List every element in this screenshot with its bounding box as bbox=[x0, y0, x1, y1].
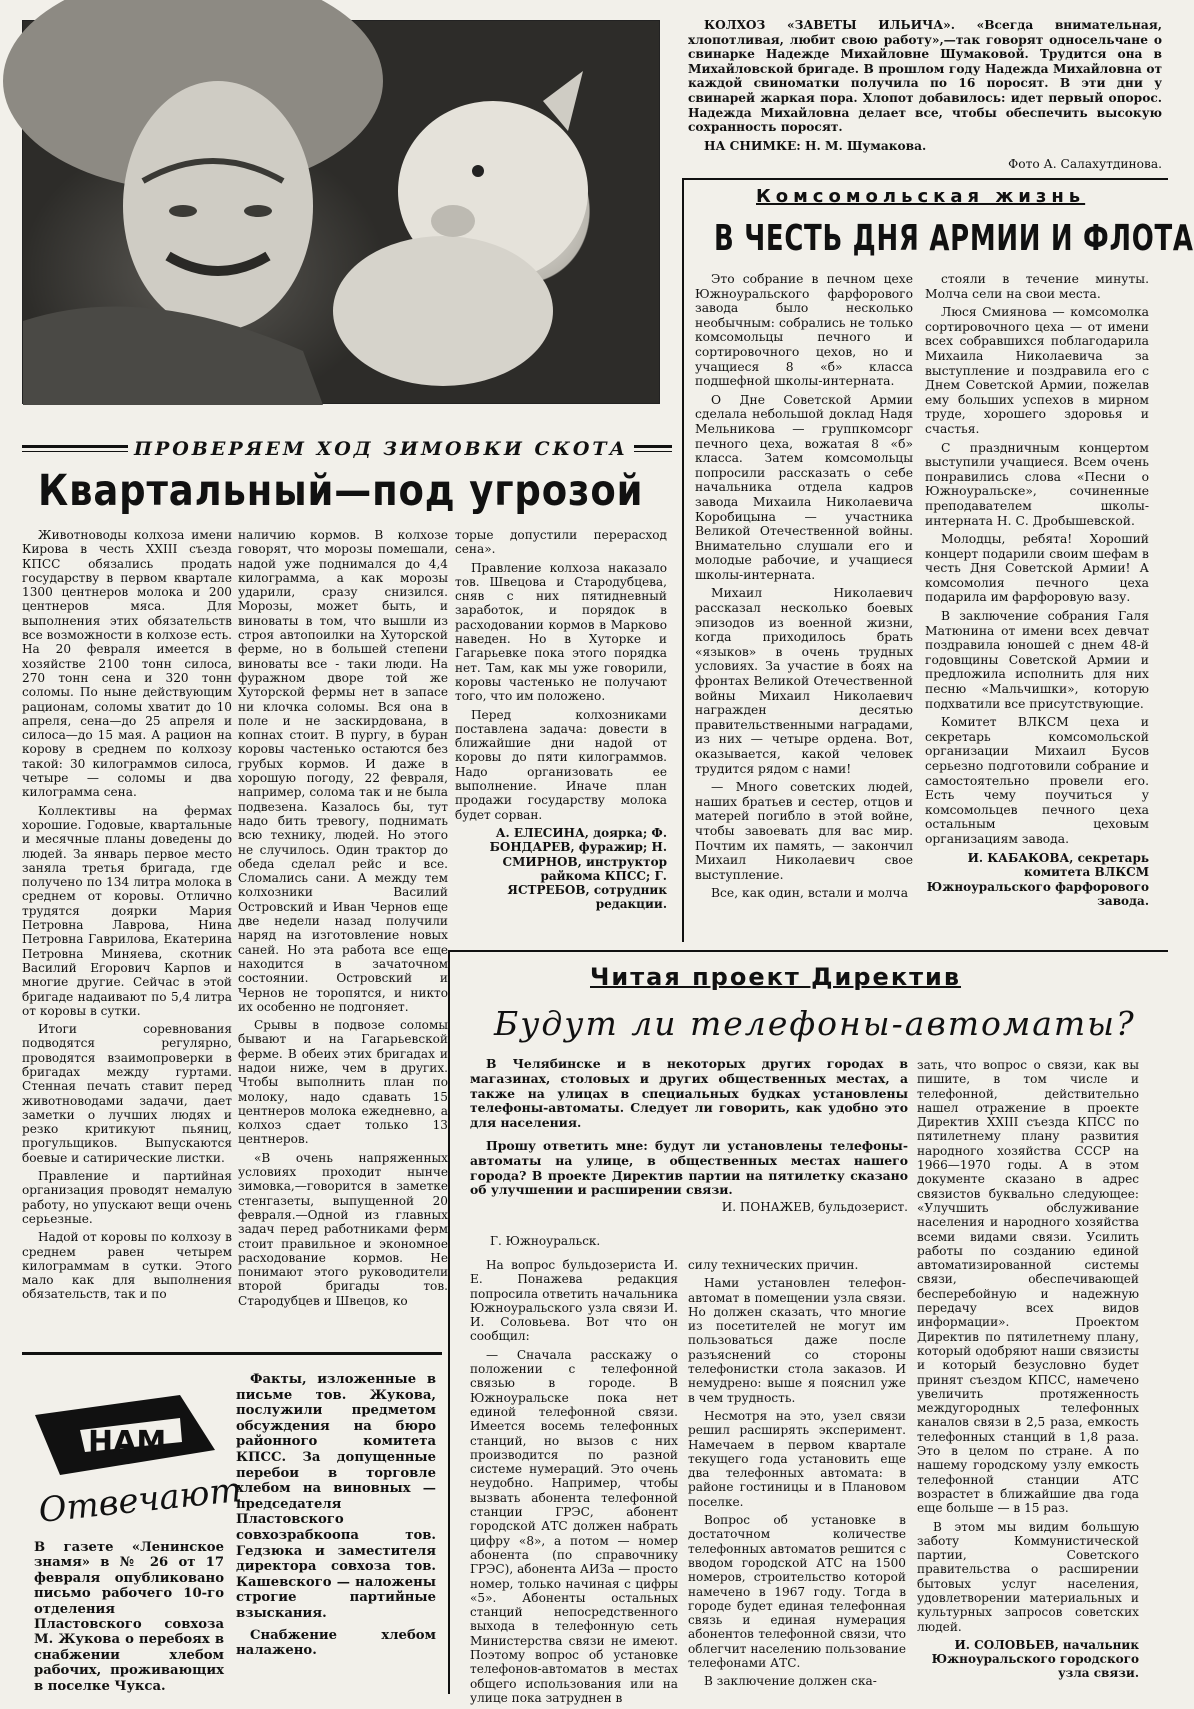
paragraph: наличию кормов. В колхозе говорят, что морозы помешали, надой уже поднимался до 4,4 килограмма, а как морозы ударили, сразу снизился. Морозы, может быть, и виноваты в том, что вышли из строя автопоилки на Хуторской ферме, но в большей степени виноваты все - таки люди. На фуражном дворе той же Хуторской фермы нет в запасе ни клочка соломы. Вся она в поле и не заскирдована, в копнах стоит. В пургу, в буран коровы частенько остаются без грубых кормов. И даже в хорошую погоду, 22 февраля, например, солома так и не была подвезена. Казалось бы, тут надо бить тревогу, поднимать всю технику, людей. Но этого не случилось. Один трактор до обеда сделал рейс и все. Сломались сани. А между тем колхозники Василий Островский и Иван Чернов еще две недели назад получили наряд на изготовление новых саней. Но эта работа все еще находится в зачаточном состоянии. Островский и Чернов не торопятся, и никто их особенно не подгоняет. bbox=[238, 528, 448, 1014]
paragraph: Коллективы на фермах хорошие. Годовые, квартальные и месячные планы доведены до людей. За январь первое место заняла третья бригада, где получено по 134 литра молока в среднем от коровы. Отлично трудятся доярки Мария Петровна Лаврова, Нина Петровна Гаврилова, Екатерина Петровна Миняева, скотник Василий Егорович Карпов и многие другие. Сейчас в этой бригаде надаивают по 5,4 литра от коровы в сутки. bbox=[22, 803, 232, 1018]
lead-paragraph: В Челябинске и в некоторых других городах в магазинах, столовых и других общественных местах, а также на улицах в специальных будках установлены телефоны-автоматы. Следует ли говорить, как удобно это для населения. bbox=[470, 1056, 908, 1131]
photo-caption bbox=[688, 18, 1162, 176]
paragraph: Молодцы, ребята! Хороший концерт подарили своим шефам в честь Дня Советской Армии! А комсомолия печного цеха подарила им фарфоровую вазу. bbox=[925, 532, 1149, 605]
paragraph: Михаил Николаевич рассказал несколько боевых эпизодов из военной жизни, когда приходилось брать «языков» в очень трудных условиях. За участие в боях на фронтах Великой Отечественной войны Михаил Николаевич награжден десятью правительственными наградами, из них — четыре ордена. Вот, оказывается, какой человек трудится рядом с нами! bbox=[695, 586, 913, 776]
paragraph: Животноводы колхоза имени Кирова в честь XXIII съезда КПСС обязались продать государству в первом квартале 1300 центнеров молока и 200 центнеров мяса. Для выполнения этих обязательств все возможности в колхозе есть. На 20 февраля имеется в хозяйстве 2100 тонн силоса, 270 тонн сена и 320 тонн соломы. По ныне действующим рационам, соломы хватит до 10 апреля, сена—до 25 апреля и силоса—до 15 мая. А рацион на корову в среднем по колхозу такой: 30 килограммов силоса, четыре — соломы и два килограмма сена. bbox=[22, 528, 232, 800]
paragraph: Надой от коровы по колхозу в среднем равен четырем килограммам в сутки. Этого мало как для выполнения обязательств, так и по bbox=[22, 1230, 232, 1302]
komsomol-rubric: Комсомольская жизнь bbox=[756, 186, 1086, 207]
question-signature: И. ПОНАЖЕВ, бульдозерист. bbox=[721, 1200, 908, 1214]
livestock-signature: А. ЕЛЕСИНА, доярка; Ф. БОНДАРЕВ, фуражир; Н. СМИРНОВ, инструктор райкома КПСС; Г. ЯСТРЕБОВ, сотрудник редакции. bbox=[489, 825, 667, 912]
paragraph: На вопрос бульдозериста И. Е. Понажева редакция попросила ответить начальника Южноуральского узла связи И. И. Соловьева. Вот что он сообщил: bbox=[470, 1258, 678, 1344]
answer-col2 bbox=[236, 1372, 436, 1659]
paragraph: торые допустили перерасход сена». bbox=[455, 528, 667, 557]
livestock-col1 bbox=[22, 528, 232, 1306]
paragraph: Люся Смиянова — комсомолка сортировочного цеха — от имени всех собравшихся поблагодарила Михаила Николаевича за выступление и поздравила его с Днем Советской Армии, пожелав ему больших успехов в мирном труде, хорошего здоровья и счастья. bbox=[925, 305, 1149, 436]
komsomol-col1 bbox=[695, 272, 913, 905]
paragraph: — Много советских людей, наших братьев и сестер, отцов и матерей погибло в этой войне, чтобы завоевать для вас мир. Почтим их память, — закончил Михаил Николаевич свое выступление. bbox=[695, 780, 913, 882]
paragraph: Снабжение хлебом налажено. bbox=[236, 1627, 436, 1659]
directives-col3 bbox=[917, 1058, 1139, 1685]
paragraph: Несмотря на это, узел связи решил расширять эксперимент. Намечаем в первом квартале текущего года установить еще два телефонных автомата: в районе гостиницы и в Плановом поселке. bbox=[688, 1408, 906, 1509]
livestock-kicker: ПРОВЕРЯЕМ ХОД ЗИМОВКИ СКОТА bbox=[128, 438, 634, 460]
directives-headline: Будут ли телефоны-автоматы? bbox=[494, 1004, 1136, 1043]
directives-rubric: Читая проект Директив bbox=[590, 963, 962, 991]
logo-bottom-text: Отвечают bbox=[36, 1469, 244, 1531]
komsomol-signature: И. КАБАКОВА, секретарь комитета ВЛКСМ Южноуральского фарфорового завода. bbox=[926, 850, 1149, 909]
paragraph: Итоги соревнования подводятся регулярно, проводятся взаимопроверки в бригадах между гуртами. Стенная печать ставит перед животноводами задачи, дает заметки о лучших людях и резко критикуют пьяниц, прогульщиков. Выпускаются боевые и сатирические листки. bbox=[22, 1022, 232, 1165]
paragraph: силу технических причин. bbox=[688, 1258, 859, 1272]
paragraph: Срывы в подвозе соломы бывают и на Гагарьевской ферме. В обеих этих бригадах и надои ниже, чем в других. Чтобы выполнить план по молоку, надо сдавать 15 центнеров молока ежедневно, а колхоз сдает только 13 центнеров. bbox=[238, 1018, 448, 1147]
photo-illustration bbox=[23, 21, 661, 405]
photo-caption-text: КОЛХОЗ «ЗАВЕТЫ ИЛЬИЧА». «Всегда внимательная, хлопотливая, любит свою работу»,—так говорят односельчане о свинарке Надежде Михайловне Шумаковой. Трудится она в Михайловской бригаде. В прошлом году Надежда Михайловна от каждой свиноматки получила по 16 поросят. В эти дни у свинарей жаркая пора. Хлопот добавилось: идет первый опорос. Надежда Михайловна делает все, чтобы обеспечить высокую сохранность поросят. bbox=[688, 18, 1162, 135]
directives-signature: И. СОЛОВЬЕВ, начальник Южноуральского городского узла связи. bbox=[931, 1637, 1139, 1681]
pig-farmer-photo bbox=[22, 20, 660, 404]
logo-top-text: НАМ bbox=[88, 1425, 167, 1460]
question-city: Г. Южноуральск. bbox=[490, 1234, 601, 1248]
directives-lead bbox=[470, 1057, 908, 1202]
divider bbox=[22, 1352, 442, 1355]
paragraph: Нами установлен телефон-автомат в помещении узла связи. Но должен сказать, что многие из посетителей не могут им пользоваться даже после разъяснений со стороны телефонистки стола заказов. И немудрено: выше я пояснил уже в чем трудность. bbox=[688, 1276, 906, 1405]
livestock-headline: Квартальный—под угрозой bbox=[38, 466, 644, 516]
paragraph: Вопрос об установке в достаточном количестве телефонных автоматов решится с вводом городской АТС на 1500 номеров, строительство которой намечено в 1967 году. Тогда в городе будет единая телефонная связь и единая нумерация абонентов телефонной связи, что облегчит населению пользование телефонами АТС. bbox=[688, 1513, 906, 1671]
paragraph: Перед колхозниками поставлена задача: довести в ближайшие дни надой от коровы до пяти килограммов. Надо организовать ее выполнение. Иначе план продажи государству молока будет сорван. bbox=[455, 707, 667, 822]
livestock-col2 bbox=[238, 528, 448, 1312]
paragraph: С праздничным концертом выступили учащиеся. Всем очень понравились слова «Песни о Южноуральске», сочиненные преподавателем школы-интерната Н. С. Дробышевской. bbox=[925, 440, 1149, 528]
paragraph: О Дне Советской Армии сделала небольшой доклад Надя Мельникова — группкомсорг печного цеха, вожатая 8 «б» класса. Затем комсомольцы попросили рассказать о себе начальника отдела кадров завода Михаила Николаевича Коробицына — участника Великой Отечественной войны. Внимательно слушали его и молодые рабочие, и учащиеся школы-интерната. bbox=[695, 392, 913, 582]
paragraph: — Сначала расскажу о положении с телефонной связью в городе. В Южноуральске пока нет единой телефонной связи. Имеется восемь телефонных станций, но вызов с них производится по разной системе нумераций. Это очень неудобно. Например, чтобы вызвать абонента телефонной станции ГРЭС, абонент городской АТС должен набрать цифру «8», а потом — номер абонента (по справочнику ГРЭС), абонента АИЗа — просто номер, только начиная с цифры «5». Абоненты остальных станций непосредственного выхода в телефонную сеть Министерства связи не имеют. Поэтому вопрос об установке телефонов-автоматов в местах общего использования или на улице пока затруднен в bbox=[470, 1347, 678, 1705]
paragraph: стояли в течение минуты. Молча сели на свои места. bbox=[925, 272, 1149, 301]
nam-otvechayut-logo bbox=[30, 1390, 244, 1540]
paragraph: Факты, изложенные в письме тов. Жукова, послужили предметом обсуждения на бюро районного комитета КПСС. За допущенные перебои в торговле хлебом на виновных — председателя Пластовского совхозрабкоопа тов. Гедзюка и заместителя директора совхоза тов. Кашевского — наложены строгие партийные взыскания. bbox=[236, 1372, 436, 1621]
paragraph: В этом мы видим большую заботу Коммунистической партии, Советского правительства о расширении бытовых услуг населения, удовлетворении материальных и культурных запросов советских людей. bbox=[917, 1519, 1139, 1634]
directives-col2 bbox=[688, 1258, 906, 1693]
question-paragraph: Прошу ответить мне: будут ли установлены телефоны-автоматы на улице, в общественных местах нашего города? В проекте Директив партии на пятилетку сказано об улучшении и расширении связи. bbox=[470, 1137, 908, 1198]
paragraph: зать, что вопрос о связи, как вы пишите, в том числе и телефонной, действительно нашел отражение в проекте Директив XXIII съезда КПСС по пятилетнему плану развития народного хозяйства СССР на 1966—1970 годы. А в этом документе сказано в адрес связистов буквально следующее: «Улучшить обслуживание населения и народного хозяйства всеми видами связи. Усилить работы по созданию единой автоматизированной системы связи, обеспечивающей бесперебойную и надежную передачу всех видов информации». Проектом Директив по пятилетнему плану, который одобряют наши связисты и который безусловно будет принят съездом КПСС, намечено увеличить протяженность междугородных телефонных каналов связи в 2,5 раза, емкость телефонных станций в 1,8 раза. Это в целом по стране. А по нашему городскому узлу емкость телефонной станции АТС возрастет в ближайшие два года еще больше — в 15 раз. bbox=[917, 1058, 1139, 1516]
paragraph: Правление и партийная организация проводят немалую работу, но упускают вещи очень серьезные. bbox=[22, 1169, 232, 1226]
photo-on-photo: НА СНИМКЕ: Н. М. Шумакова. bbox=[704, 138, 927, 153]
paragraph: Все, как один, встали и молча bbox=[711, 886, 909, 901]
answer-col1: В газете «Ленинское знамя» в № 26 от 17 февраля опубликовано письмо рабочего 10-го отделения Пластовского совхоза М. Жукова о перебоях в снабжении хлебом рабочих, проживающих в поселке Чукса. bbox=[34, 1540, 224, 1694]
directives-col1 bbox=[470, 1258, 678, 1709]
paragraph: В заключение должен ска- bbox=[704, 1674, 877, 1689]
paragraph: Комитет ВЛКСМ цеха и секретарь комсомольской организации Михаил Бусов серьезно подготовили собрание и самостоятельно провели его. Есть чему поучиться у комсомольцев печного цеха остальным цеховым организациям завода. bbox=[925, 715, 1149, 846]
komsomol-col2 bbox=[925, 272, 1149, 913]
livestock-col3 bbox=[455, 528, 667, 916]
komsomol-headline: В ЧЕСТЬ ДНЯ АРМИИ И ФЛОТА bbox=[714, 218, 1194, 259]
paragraph: Правление колхоза наказало тов. Швецова и Стародубцева, сняв с них пятидневный заработок, и порядок в расходовании кормов в Марково наведен. Но в Хуторке и Гагарьевке пока этого порядка нет. Там, как мы уже говорили, коровы частенько не получают того, что им положено. bbox=[455, 560, 667, 704]
paragraph: В заключение собрания Галя Матюнина от имени всех девчат поздравила юношей с днем 48-й годовщины Советской Армии и предложила исполнить для них песню «Мальчишки», которую подхватили все присутствующие. bbox=[925, 609, 1149, 711]
paragraph: «В очень напряженных условиях проходит нынче зимовка,—говорится в заметке стенгазеты, выпущенной 20 февраля.—Одной из главных задач перед работниками ферм стоит правильное и экономное расходование кормов. Не понимают этого руководители второй бригады тов. Стародубцев и Швецов, ко bbox=[238, 1150, 448, 1308]
paragraph: Это собрание в печном цехе Южноуральского фарфорового завода было несколько необычным: собрались не только комсомольцы печного и сортировочного цехов, но и учащиеся 8 «б» класса подшефной школы-интерната. bbox=[695, 272, 913, 389]
logo-graphic bbox=[30, 1390, 244, 1540]
photo-credit: Фото А. Салахутдинова. bbox=[1008, 157, 1162, 172]
